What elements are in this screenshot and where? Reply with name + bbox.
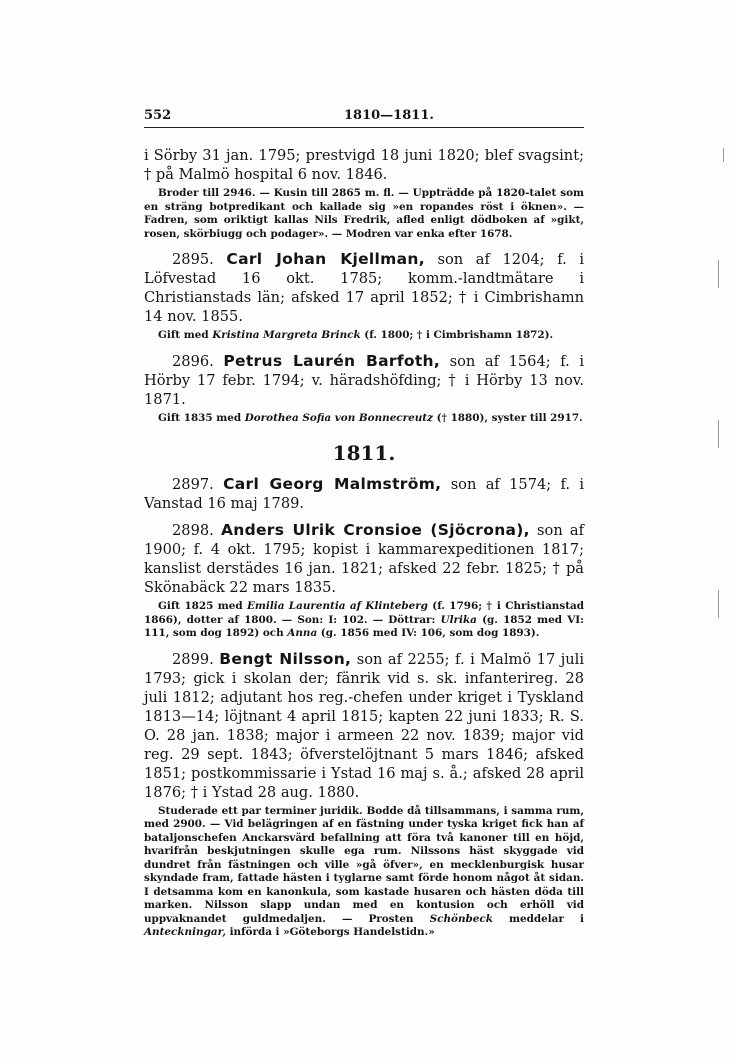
note-work: Anteckningar, — [144, 926, 226, 938]
entry-text: son af 1564; f. i Hörby 17 febr. 1794; v. häradshöfding; † i Hörby 13 nov. 1871. — [144, 352, 585, 408]
intro-text: i Sörby 31 jan. 1795; prestvigd 18 juni 1820; blef svagsint; † på Malmö hospital 6 nov. 1846. — [144, 147, 584, 183]
note-spouse: Kristina Margreta Brinck — [212, 329, 361, 341]
entry-number: 2896. — [172, 352, 214, 370]
note-part: meddelar i — [492, 912, 584, 925]
note-part: införda i »Göteborgs Handelstidn.» — [225, 926, 435, 938]
page-number: 552 — [144, 108, 172, 123]
entry-text: son af 1574; f. i Vanstad 16 maj 1789. — [144, 476, 585, 512]
note-spouse: Dorothea Sofia von Bonnecreutz — [244, 411, 433, 424]
entry-body — [144, 250, 584, 326]
page — [144, 108, 584, 949]
entry-note — [144, 600, 584, 641]
note-spouse: Emilia Laurentia af Klinteberg — [246, 600, 428, 612]
entry-name: Carl Georg Malmström, — [223, 475, 442, 493]
margin-mark — [718, 420, 719, 448]
entry-2899 — [144, 650, 584, 940]
note-person: Schönbeck — [429, 912, 493, 925]
note-part: Gift 1825 med — [158, 600, 247, 612]
running-head — [144, 108, 584, 128]
intro-note-text: Broder till 2946. — Kusin till 2865 m. fl. — Uppträdde på 1820-talet som en sträng botpredikant och kallade sig »en ropandes röst i öknen». — Fadren, som oriktigt kallas Nils Fredrik, afled enligt dödboken af »gikt, rosen, skörbiugg och podager». — Modren var enka efter 1678. — [144, 187, 584, 240]
year-heading: 1811. — [332, 441, 396, 465]
entry-number: 2895. — [172, 251, 214, 268]
entry-number: 2897. — [172, 476, 214, 493]
note-part: (g. 1856 med IV: 106, som dog 1893). — [317, 627, 540, 639]
note-part: Studerade ett par terminer juridik. Bodde då tillsammans, i samma rum, med 2900. — Vid belägringen af en fästning under tyska kriget fick han af bataljonschefen Anckarsvärd befallning att föra två kanoner till en höjd, hvarifrån beskjutningen skulle ega rum. Nilssons häst skyggade vid dundret från fästningen och ville »gå öfver», en mecklenburgisk husar skyndade fram, fattade hästen i tyglarne samt förde honom något åt sidan. I detsamma kom en kanonkula, som kastade husaren och hästen döda till marken. Nilsson slapp undan med en kontusion och erhöll vid uppvaknandet guldmedaljen. — Prosten — [144, 804, 584, 925]
entry-note — [144, 329, 584, 343]
entry-body — [144, 475, 584, 513]
entry-body — [144, 650, 584, 802]
entry-number: 2899. — [172, 650, 214, 668]
entry-body — [144, 521, 584, 597]
entry-body — [144, 352, 584, 409]
entry-name: Carl Johan Kjellman, — [226, 250, 425, 268]
margin-mark — [718, 590, 719, 618]
entry-2896 — [144, 352, 584, 426]
entry-name: Bengt Nilsson, — [219, 649, 352, 668]
entry-note — [144, 805, 584, 940]
entry-2898 — [144, 521, 584, 641]
margin-mark — [723, 148, 724, 162]
intro-note — [144, 187, 584, 241]
entry-note — [144, 412, 584, 426]
note-rest: (f. 1800; † i Cimbrishamn 1872). — [360, 329, 554, 341]
note-lead: Gift med — [158, 329, 213, 341]
entry-text: son af 2255; f. i Malmö 17 juli 1793; gick i skolan der; fänrik vid s. sk. infanterireg. 28 juli 1812; adjutant hos reg.-chefen under kriget i Tyskland 1813—14; löjtnant 4 april 1815; kapten 22 juni 1833; R. S. O. 28 jan. 1838; major i armeen 22 nov. 1839; major vid reg. 29 sept. 1843; öfverstelöjtnant 5 mars 1846; afsked 1851; postkommissarie i Ystad 16 maj s. å.; afsked 28 april 1876; † i Ystad 28 aug. 1880. — [144, 650, 584, 801]
entry-text: son af 1204; f. i Löfvestad 16 okt. 1785; komm.-landtmätare i Christianstads län; afsked 17 april 1852; † i Cimbrishamn 14 nov. 1855. — [144, 251, 585, 325]
note-lead: Gift 1835 med — [158, 411, 245, 424]
entry-name: Petrus Laurén Barfoth, — [223, 351, 441, 370]
note-part: (f. 1796; † i Christianstad 1866), dotter af 1800. — Son: I: 102. — Döttrar: — [144, 600, 585, 626]
entry-2897 — [144, 475, 584, 513]
entry-text: son af 1900; f. 4 okt. 1795; kopist i kammarexpeditionen 1817; kanslist derstädes 16 jan. 1821; afsked 22 febr. 1825; † på Skönabäck 22 mars 1835. — [144, 522, 584, 596]
entry-name: Anders Ulrik Cronsioe (Sjöcrona), — [220, 521, 530, 539]
running-head-years: 1810—1811. — [344, 108, 434, 123]
entry-2895 — [144, 250, 584, 343]
entry-number: 2898. — [172, 522, 214, 539]
note-daughter: Anna — [287, 627, 318, 639]
note-part: (g. 1852 med VI: 111, som dog 1892) och — [144, 613, 584, 639]
note-daughter: Ulrika — [440, 613, 477, 626]
margin-mark — [718, 260, 719, 288]
note-rest: († 1880), syster till 2917. — [432, 411, 583, 424]
